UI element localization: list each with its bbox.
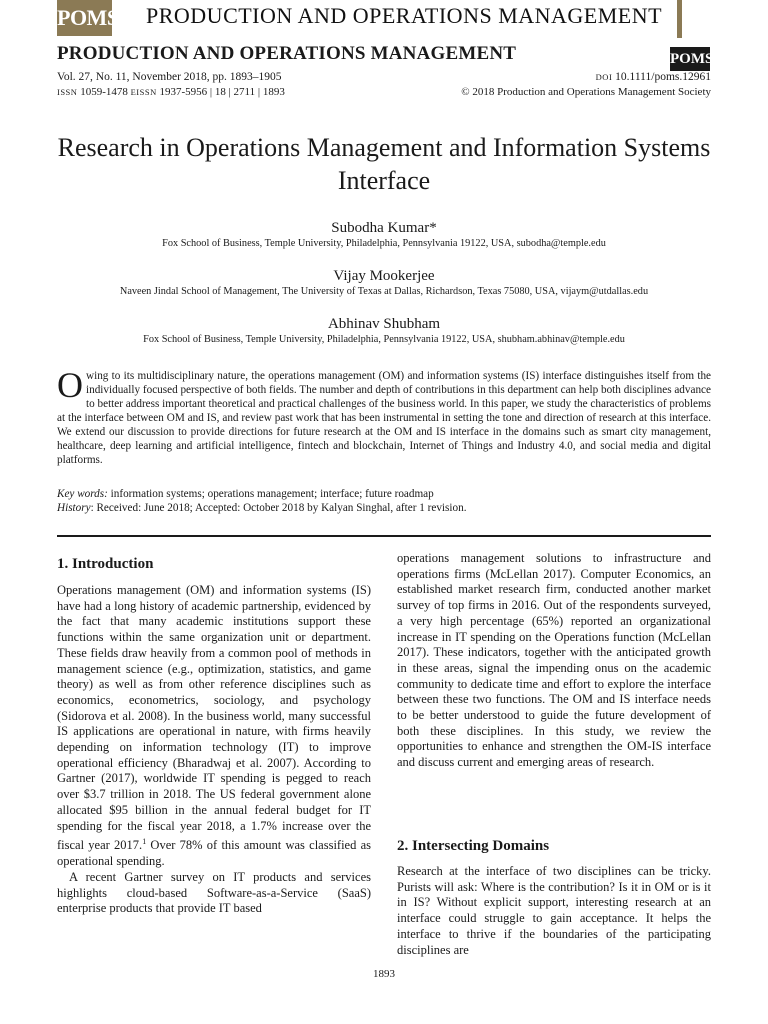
abstract (57, 365, 711, 467)
section-1-heading: 1. Introduction (57, 556, 154, 572)
paper-title: Research in Operations Management and Information Systems Interface (57, 133, 711, 195)
issn-value: 1059-1478 (80, 86, 128, 98)
issn-info (57, 86, 285, 98)
right-column-continued (397, 864, 711, 958)
poms-banner-logo: POMS (57, 0, 112, 36)
eissn-value: 1937-5956 | 18 | 2711 | 1893 (159, 86, 285, 98)
paragraph: operations management solutions to infrastructure and operations firms (McLellan 2017). Computer Economics, an established market research firm, conducted another market survey of top firms in 2016. Out of the respondents surveyed, a very high percentage (65%) reported an organizational increase in IT spending on the Operations function (McLellan 2017). These indicators, together with the anticipated growth in these areas, signal the impending onus on the academic community to dedicate time and effort to explore the interface between these two functions. The OM and IS interface needs to be better understood to guide the future development of both these disciplines. In this study, we review the opportunities to enhance and strengthen the OM-IS interface and discuss current and emerging areas of research. (397, 551, 711, 770)
copyright: © 2018 Production and Operations Management Society (461, 86, 711, 98)
paragraph (57, 583, 371, 870)
banner-accent-bar (677, 0, 682, 38)
issn-label: ISSN (57, 87, 78, 97)
section-divider (57, 535, 711, 537)
paragraph-text: Operations management (OM) and information systems (IS) have had a long history of academic partnership, evidenced by the fact that many academic institutions support these functions within the same organization unit or department. These fields draw heavily from a common pool of methods in management science (e.g., optimization, statistics, and game theory) as well as from other reference disciplines such as economics, econometrics, sociology, and psychology (Sidorova et al. 2008). In the business world, many successful IS applications are operational in nature, with firms heavily depending on information technology (IT) to improve operational efficiency (Bharadwaj et al. 2007). According to Gartner (2017), worldwide IT spending is pegged to reach over $3.7 trillion in 2018. The US federal government alone allocated $95 billion in the annual federal budget for IT spending for the fiscal year 2018, a 1.7% increase over the fiscal year 2017. (57, 583, 371, 853)
banner-journal-title: PRODUCTION AND OPERATIONS MANAGEMENT (146, 3, 663, 28)
history-text: : Received: June 2018; Accepted: October 2018 by Kalyan Singhal, after 1 revision. (90, 502, 467, 514)
footnote-marker[interactable]: 1 (142, 837, 147, 847)
history (57, 502, 467, 514)
doi-label: DOI (595, 72, 613, 82)
poms-logo: POMS (670, 47, 710, 71)
author-affiliation: Fox School of Business, Temple University, Philadelphia, Pennsylvania 19122, USA, subodha@temple.edu (162, 238, 606, 249)
doi-value[interactable]: 10.1111/poms.12961 (615, 71, 711, 83)
author-affiliation: Fox School of Business, Temple University, Philadelphia, Pennsylvania 19122, USA, shubham.abhinav@temple.edu (143, 334, 625, 345)
journal-title: PRODUCTION AND OPERATIONS MANAGEMENT (57, 43, 517, 64)
author-name: Vijay Mookerjee (333, 268, 435, 284)
paragraph: A recent Gartner survey on IT products and services highlights cloud-based Software-as-a-Service (SaaS) enterprise products that provide IT based (57, 869, 371, 916)
author-name: Subodha Kumar* (331, 220, 437, 236)
keywords (57, 488, 434, 500)
paragraph: Research at the interface of two disciplines can be tricky. Purists will ask: Where is the contribution? Is it in OM or is it in IS? Without explicit support, interesting research at an interface could struggle to gain acceptance. It helps the interface to thrive if the boundaries of the participating disciplines are (397, 864, 711, 957)
paragraph-text: Over 78% of this amount was classified as operational spending. (57, 838, 371, 869)
left-column (57, 583, 371, 917)
history-label: History (57, 502, 91, 514)
volume-info: Vol. 27, No. 11, November 2018, pp. 1893–1905 (57, 71, 282, 83)
eissn-label: EISSN (130, 87, 157, 97)
keywords-label: Key words: (57, 488, 108, 500)
section-2-heading: 2. Intersecting Domains (397, 838, 550, 854)
page-number: 1893 (373, 968, 395, 980)
right-column (397, 551, 711, 771)
doi-info[interactable] (596, 71, 711, 83)
author-name: Abhinav Shubham (327, 316, 441, 332)
author-affiliation: Naveen Jindal School of Management, The University of Texas at Dallas, Richardson, Texas 75080, USA, vijaym@utdallas.edu (119, 286, 649, 297)
abstract-dropcap: O (57, 365, 83, 405)
abstract-text: wing to its multidisciplinary nature, the operations management (OM) and information systems (IS) interface distinguishes itself from the individually focused perspective of both fields. The number and depth of contributions in this department can help both disciplines advance to better address important theoretical and practical challenges of the business world. In this paper, we study the characteristics of problems at the interface between OM and IS, and review past work that has been instrumental in setting the tone and direction of research at this interface. We extend our discussion to provide directions for future research at the OM and IS interface in the domains such as smart city management, healthcare, deep learning and artificial intelligence, fintech and blockchain, Internet of Things and Industry 4.0, and social media and digital platforms. (57, 370, 711, 466)
keywords-text: information systems; operations management; interface; future roadmap (110, 488, 434, 500)
